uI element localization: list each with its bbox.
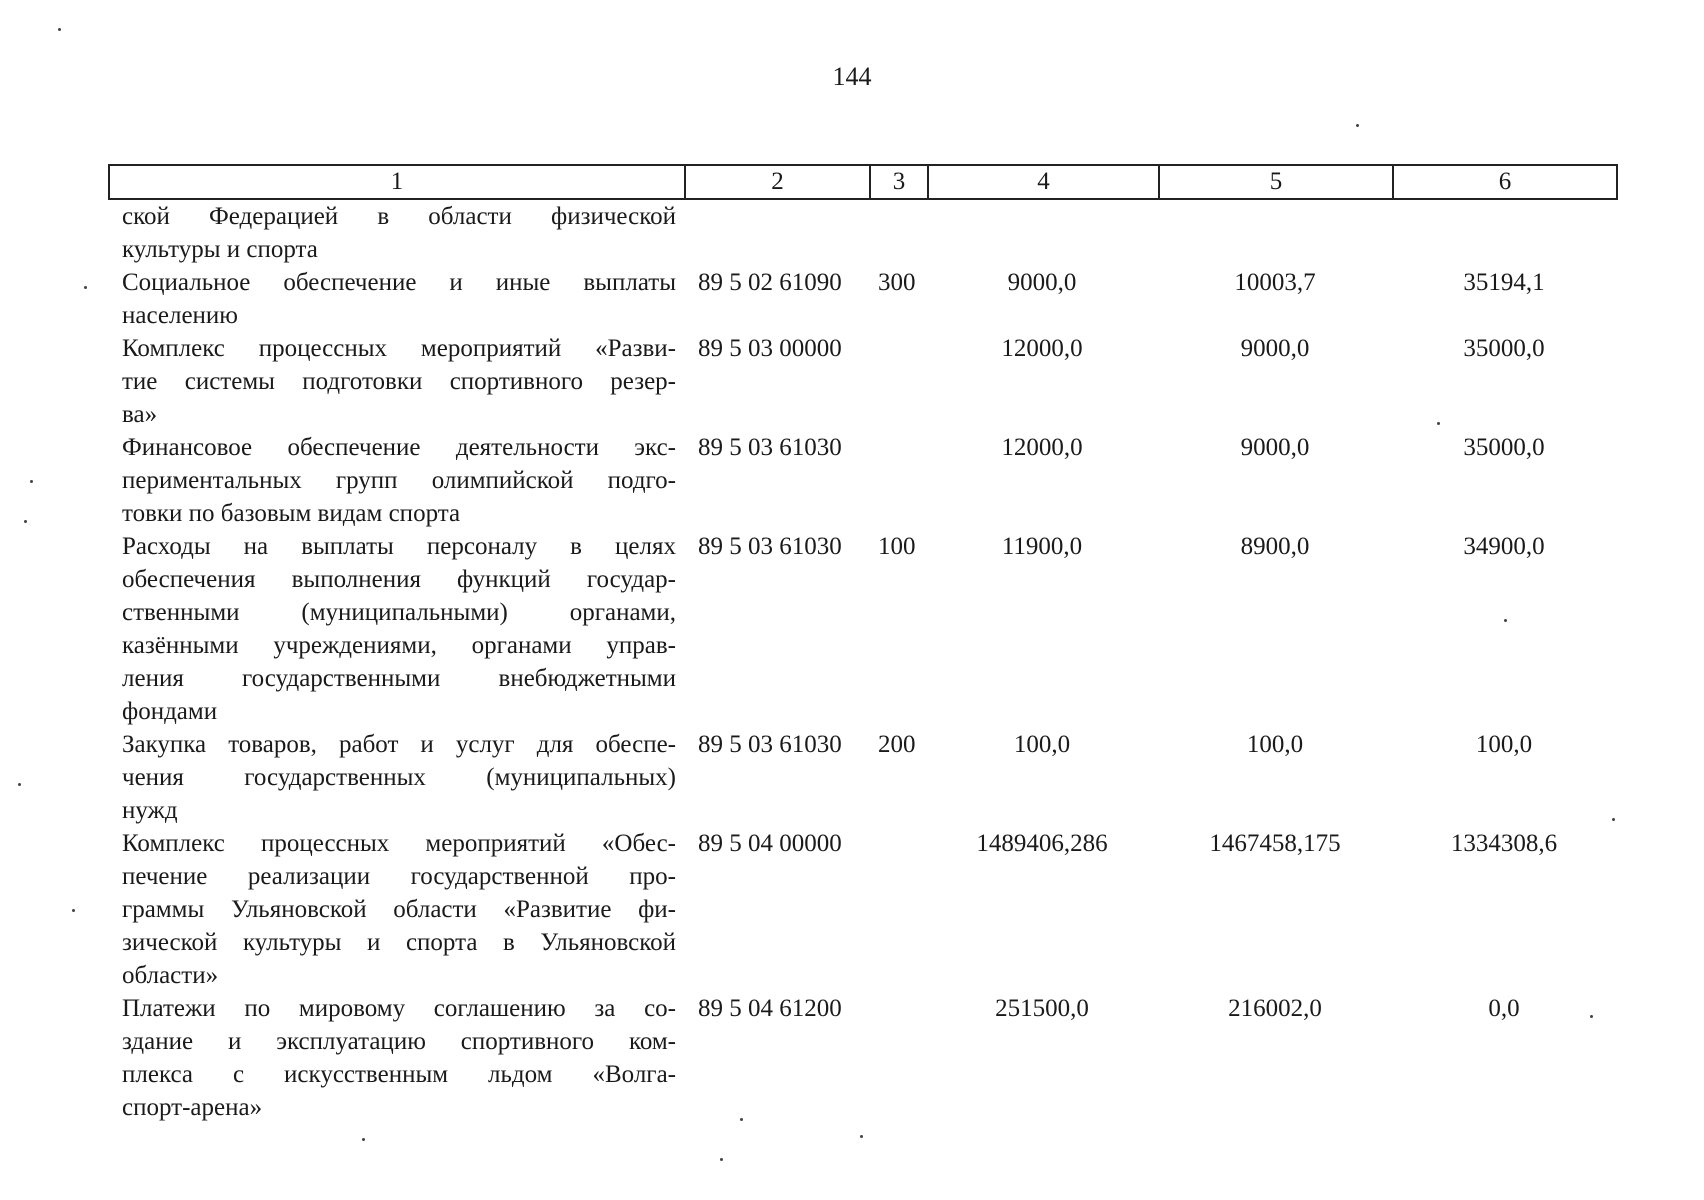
description-line: ственными (муниципальными) органами, — [122, 599, 676, 626]
description-line: населению — [122, 302, 238, 329]
budget-code-cell: 89 5 04 00000 — [698, 830, 842, 857]
value-col6-cell: 1334308,6 — [1450, 830, 1558, 857]
scan-speck — [72, 909, 75, 912]
table-row — [108, 332, 1618, 431]
description-line: Расходы на выплаты персоналу в целях — [122, 533, 676, 560]
description-line: Платежи по мировому соглашению за со- — [122, 995, 676, 1022]
page-number: 144 — [832, 62, 872, 91]
description-line: Социальное обеспечение и иные выплаты — [122, 269, 676, 296]
description-line: зической культуры и спорта в Ульяновской — [122, 929, 676, 956]
budget-code-cell: 89 5 03 61030 — [698, 434, 842, 461]
value-col6-cell: 35194,1 — [1463, 269, 1545, 296]
scan-speck — [1590, 1015, 1593, 1018]
description-line: здание и эксплуатацию спортивного ком- — [122, 1028, 676, 1055]
value-col6-cell: 0,0 — [1488, 995, 1520, 1022]
expense-type-cell: 100 — [878, 533, 916, 560]
value-col4-cell: 1489406,286 — [976, 830, 1108, 857]
value-col6-cell: 35000,0 — [1463, 434, 1545, 461]
value-col6-cell: 34900,0 — [1463, 533, 1545, 560]
description-line: Комплекс процессных мероприятий «Разви- — [122, 335, 676, 362]
row-description — [108, 332, 676, 431]
table-row — [108, 827, 1618, 992]
description-line: нужд — [122, 797, 178, 824]
scan-speck — [860, 1135, 863, 1138]
value-col5-cell: 1467458,175 — [1209, 830, 1341, 857]
value-col5-cell: 100,0 — [1246, 731, 1304, 758]
description-line: ления государственными внебюджетными — [122, 665, 676, 692]
value-col6-cell: 100,0 — [1475, 731, 1533, 758]
value-col5-cell: 9000,0 — [1240, 335, 1310, 362]
value-col6-cell: 35000,0 — [1463, 335, 1545, 362]
scan-speck — [740, 1118, 743, 1121]
row-description — [108, 266, 676, 332]
description-line: Комплекс процессных мероприятий «Обес- — [122, 830, 676, 857]
header-cell-1: 1 — [110, 166, 686, 198]
value-col4-cell: 12000,0 — [1001, 434, 1083, 461]
scan-speck — [720, 1158, 723, 1161]
scan-speck — [362, 1138, 365, 1141]
header-cell-2: 2 — [686, 166, 871, 198]
row-description — [108, 200, 676, 266]
description-line: граммы Ульяновской области «Развитие фи- — [122, 896, 676, 923]
row-description — [108, 530, 676, 728]
row-description — [108, 827, 676, 992]
table-row — [108, 431, 1618, 530]
budget-code-cell: 89 5 03 00000 — [698, 335, 842, 362]
header-cell-5: 5 — [1160, 166, 1394, 198]
value-col5-cell: 9000,0 — [1240, 434, 1310, 461]
value-col4-cell: 11900,0 — [1001, 533, 1083, 560]
table-header-row — [108, 164, 1618, 200]
description-line: области» — [122, 962, 219, 989]
value-col4-cell: 12000,0 — [1001, 335, 1083, 362]
table-row — [108, 266, 1618, 332]
description-line: Закупка товаров, работ и услуг для обеспе- — [122, 731, 676, 758]
scan-speck — [30, 480, 33, 483]
budget-code-cell: 89 5 03 61030 — [698, 533, 842, 560]
value-col5-cell: 10003,7 — [1234, 269, 1316, 296]
value-col4-cell: 251500,0 — [995, 995, 1089, 1022]
description-line: плекса с искусственным льдом «Волга- — [122, 1061, 676, 1088]
scan-speck — [58, 28, 61, 31]
description-line: обеспечения выполнения функций государ- — [122, 566, 676, 593]
description-line: ва» — [122, 401, 158, 428]
budget-code-cell: 89 5 02 61090 — [698, 269, 842, 296]
description-line: культуры и спорта — [122, 236, 318, 263]
description-line: товки по базовым видам спорта — [122, 500, 461, 527]
scan-speck — [1504, 619, 1507, 622]
value-col4-cell: 100,0 — [1013, 731, 1071, 758]
row-description — [108, 728, 676, 827]
description-line: печение реализации государственной про- — [122, 863, 676, 890]
value-col4-cell: 9000,0 — [1007, 269, 1077, 296]
expense-type-cell: 300 — [878, 269, 916, 296]
scan-speck — [84, 286, 87, 289]
description-line: чения государственных (муниципальных) — [122, 764, 676, 791]
description-line: периментальных групп олимпийской подго- — [122, 467, 676, 494]
description-line: Финансовое обеспечение деятельности экс- — [122, 434, 676, 461]
header-cell-6: 6 — [1498, 168, 1512, 195]
table-row — [108, 728, 1618, 827]
scan-speck — [1612, 818, 1615, 821]
scan-speck — [18, 783, 21, 786]
description-line: фондами — [122, 698, 218, 725]
header-cell-3: 3 — [871, 166, 929, 198]
expense-type-cell: 200 — [878, 731, 916, 758]
table-row — [108, 200, 1618, 266]
scan-speck — [1437, 422, 1440, 425]
row-description — [108, 431, 676, 530]
row-description — [108, 992, 676, 1124]
description-line: казёнными учреждениями, органами управ- — [122, 632, 676, 659]
header-cell-4: 4 — [929, 166, 1160, 198]
value-col5-cell: 8900,0 — [1240, 533, 1310, 560]
table-row — [108, 992, 1618, 1124]
description-line: ской Федерацией в области физической — [122, 203, 676, 230]
description-line: спорт-арена» — [122, 1094, 263, 1121]
table-row — [108, 530, 1618, 728]
table-body — [108, 200, 1618, 1124]
description-line: тие системы подготовки спортивного резер- — [122, 368, 676, 395]
scan-speck — [1356, 124, 1359, 127]
value-col5-cell: 216002,0 — [1228, 995, 1322, 1022]
budget-code-cell: 89 5 03 61030 — [698, 731, 842, 758]
budget-code-cell: 89 5 04 61200 — [698, 995, 842, 1022]
scan-speck — [24, 520, 27, 523]
